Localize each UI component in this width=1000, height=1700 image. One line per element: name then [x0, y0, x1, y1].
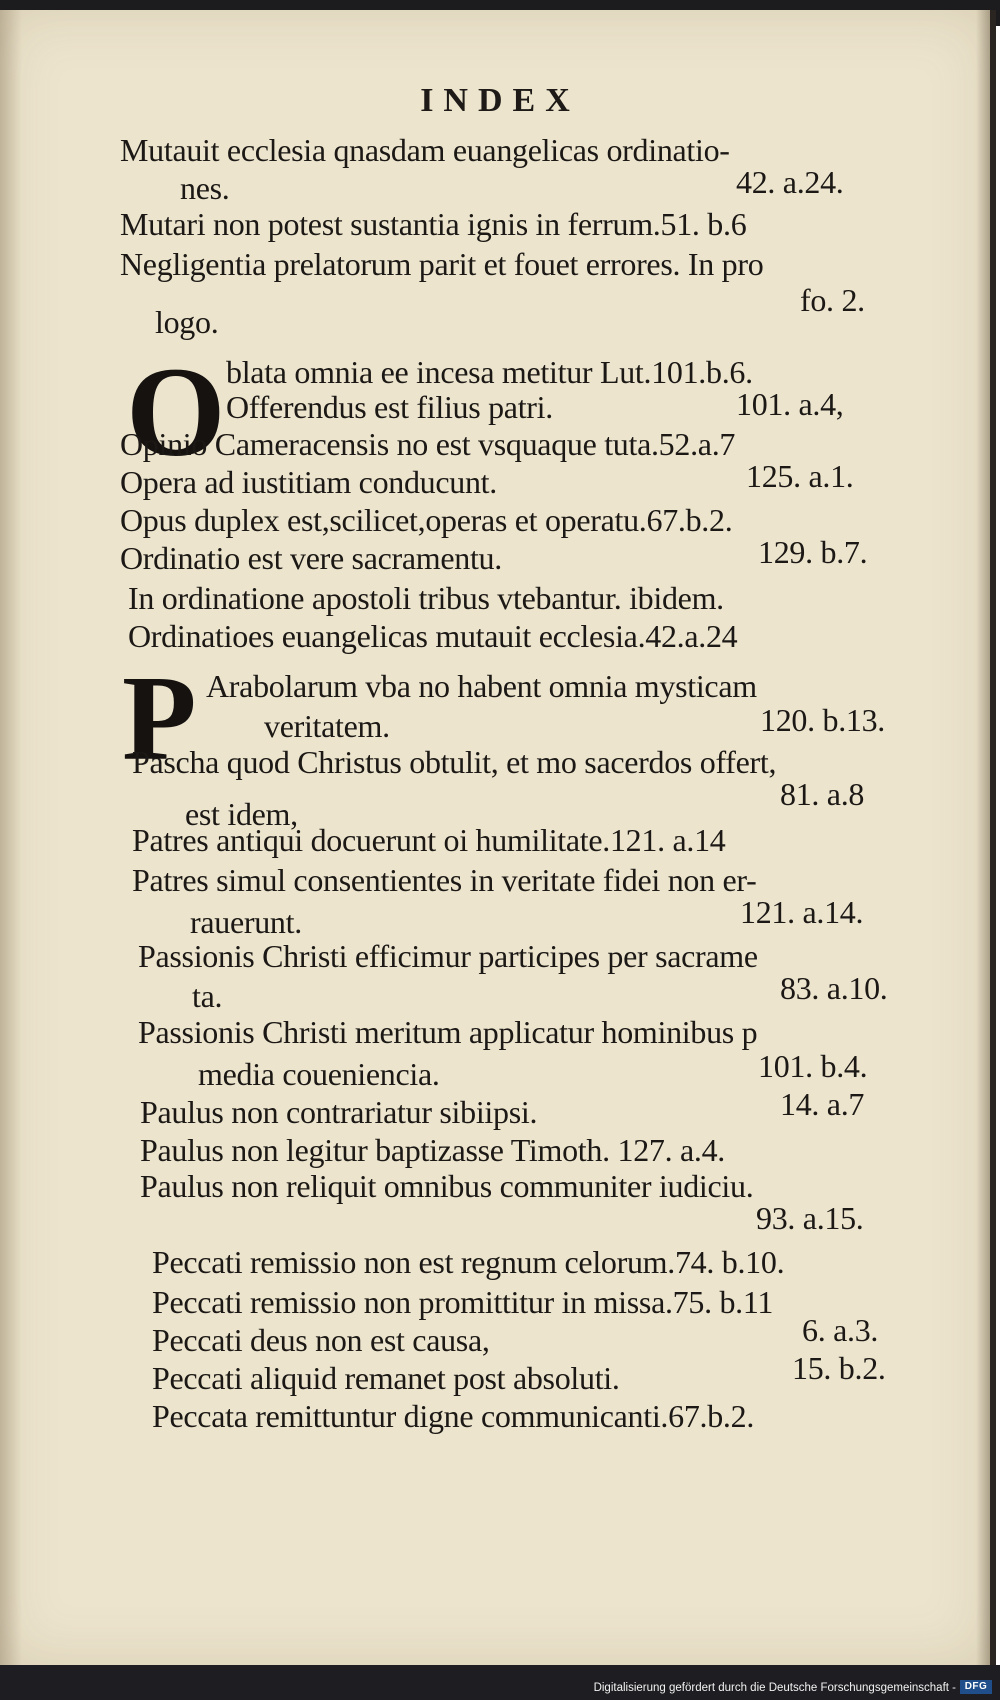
page-heading: INDEX [420, 82, 580, 119]
index-entry: blata omnia ee incesa metitur Lut.101.b.6. [226, 354, 753, 390]
index-entry-reference: 121. a.14. [740, 894, 864, 930]
index-entry: logo. [155, 304, 219, 340]
index-entry: media coueniencia. [198, 1056, 440, 1092]
index-entry-reference: 93. a.15. [756, 1200, 864, 1236]
index-entry-reference: 42. a.24. [736, 164, 844, 200]
index-entry-reference: 81. a.8 [780, 776, 865, 812]
index-entry-reference: 120. b.13. [760, 702, 886, 738]
index-entry: Patres antiqui docuerunt oi humilitate.121. a.14 [132, 822, 726, 858]
decorated-initial-p: P [122, 651, 197, 786]
index-entry-reference: 15. b.2. [792, 1350, 886, 1386]
index-entry-reference: 14. a.7 [780, 1086, 865, 1122]
index-entry: Peccati aliquid remanet post absoluti. [152, 1360, 620, 1396]
index-entry-reference: 101. a.4, [736, 386, 844, 422]
index-entry: Peccati remissio non est regnum celorum.74. b.10. [152, 1244, 785, 1280]
index-entry-reference: 125. a.1. [746, 458, 854, 494]
index-entry: Peccata remittuntur digne communicanti.67.b.2. [152, 1398, 755, 1434]
index-entry-reference: 101. b.4. [758, 1048, 868, 1084]
index-entry: Mutari non potest sustantia ignis in ferrum.51. b.6 [120, 206, 747, 242]
index-entry: ta. [192, 978, 223, 1014]
index-entry: Opinio Cameracensis no est vsquaque tuta.52.a.7 [120, 426, 736, 462]
index-entry-reference: 83. a.10. [780, 970, 888, 1006]
dfg-logo-icon: DFG [960, 1680, 992, 1694]
index-entry: veritatem. [264, 708, 390, 744]
index-entry-reference: 6. a.3. [802, 1312, 879, 1348]
digitization-credit: Digitalisierung gefördert durch die Deutsche Forschungsgemeinschaft - [593, 1682, 956, 1694]
index-entry: Pascha quod Christus obtulit, et mo sacerdos offert, [132, 744, 777, 780]
index-entry: rauerunt. [190, 904, 302, 940]
index-entry: nes. [180, 170, 230, 206]
index-entry: Peccati deus non est causa, [152, 1322, 490, 1358]
index-entry: Negligentia prelatorum parit et fouet errores. In pro [120, 246, 764, 282]
index-entry: Arabolarum vba no habent omnia mysticam [206, 668, 757, 704]
index-entry-reference: 129. b.7. [758, 534, 868, 570]
index-entry: Paulus non contrariatur sibiipsi. [140, 1094, 538, 1130]
index-entry: Opus duplex est,scilicet,operas et operatu.67.b.2. [120, 502, 733, 538]
index-entry: Opera ad iustitiam conducunt. [120, 464, 497, 500]
index-entry: Ordinatioes euangelicas mutauit ecclesia.42.a.24 [128, 618, 738, 654]
index-entry: Mutauit ecclesia qnasdam euangelicas ordinatio- [120, 132, 730, 168]
index-entry: Peccati remissio non promittitur in missa.75. b.11 [152, 1284, 774, 1320]
decorated-initial-o: O [126, 341, 226, 483]
index-entry: Passionis Christi meritum applicatur hominibus p [138, 1014, 758, 1050]
index-entry: Patres simul consentientes in veritate fidei non er- [132, 862, 757, 898]
index-entry: Offerendus est filius patri. [226, 389, 553, 425]
index-entry: Ordinatio est vere sacramentu. [120, 540, 502, 576]
index-entry: Paulus non legitur baptizasse Timoth. 127. a.4. [140, 1132, 725, 1168]
index-entry: Passionis Christi efficimur participes per sacrame [138, 938, 758, 974]
index-entry-reference: fo. 2. [800, 282, 865, 318]
index-entry: est idem, [185, 796, 298, 832]
index-entry: Paulus non reliquit omnibus communiter iudiciu. [140, 1168, 754, 1204]
index-entry: In ordinatione apostoli tribus vtebantur. ibidem. [128, 580, 724, 616]
